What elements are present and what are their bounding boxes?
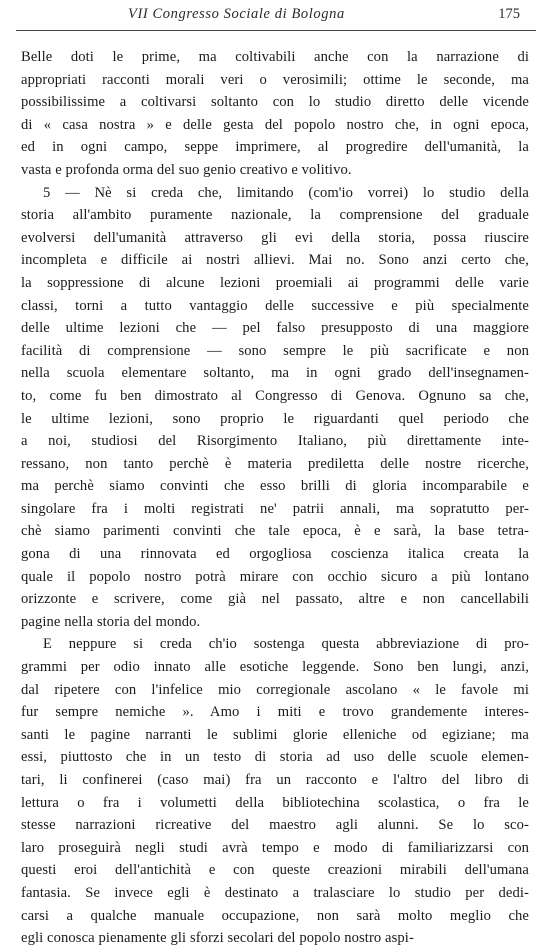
text-line: di « casa nostra » e delle gesta del popolo nostro che, in ogni epoca, — [21, 116, 529, 133]
text-line: stesse narrazioni ricreative del maestro agli alunni. Se lo sco- — [21, 817, 529, 834]
paragraph — [21, 46, 529, 182]
text-line: questi eroi dell'antichità e con queste creazioni mirabili dell'umana — [21, 862, 529, 879]
text-line: laro proseguirà negli studi avrà tempo e modo di familiarizzarsi con — [21, 839, 529, 856]
page-number: 175 — [498, 6, 520, 22]
text-line: incompleta e difficile ai nostri allievi. Mai no. Sono anzi certo che, — [21, 252, 529, 269]
text-line: lettura o fra i volumetti della bibliotechina scolastica, o fra le — [21, 794, 529, 811]
text-line: delle ultime lezioni che — pel falso presupposto di una maggiore — [21, 320, 529, 337]
text-line: vasta e profonda orma del suo genio creativo e volitivo. — [21, 161, 352, 178]
text-line: orizzonte e scrivere, come già nel passato, altre e non cancellabili — [21, 591, 529, 608]
text-line: appropriati racconti morali veri o verosimili; ottime le seconde, ma — [21, 71, 529, 88]
text-line: ma perchè siamo convinti che esso brilli di gloria incomparabile e — [21, 478, 529, 495]
paragraph — [21, 633, 529, 949]
text-line: facilità di comprensione — sono sempre le più sacrificate e non — [21, 342, 529, 359]
text-line: 5 — Nè si creda che, limitando (com'io vorrei) lo studio della — [43, 184, 529, 201]
text-line: essi, piuttosto che in un testo di storia ad uso delle scuole elemen- — [21, 749, 529, 766]
text-line: carsi a qualche manuale occupazione, non sarà molto meglio che — [21, 907, 529, 924]
text-line: la soppressione di alcune lezioni proemiali ai programmi delle varie — [21, 274, 529, 291]
text-line: le ultime lezioni, sono proprio le riguardanti quel periodo che — [21, 410, 529, 427]
text-line: fur sempre nemiche ». Amo i miti e trovo grandemente interes- — [21, 704, 529, 721]
text-line: a noi, studiosi del Risorgimento Italiano, più direttamente inte- — [21, 433, 529, 450]
text-line: grammi per odio innato alle esotiche leggende. Sono ben lungi, anzi, — [21, 659, 529, 676]
text-line: to, come fu ben dimostrato al Congresso di Genova. Ognuno sa che, — [21, 387, 529, 404]
text-line: Belle doti le prime, ma coltivabili anche con la narrazione di — [21, 49, 529, 65]
header-rule — [16, 30, 536, 31]
text-line: gona di una rinnovata ed orgogliosa coscienza italica creata la — [21, 546, 529, 563]
text-line: possibilissime a coltivarsi soltanto con lo studio diretto delle vicende — [21, 94, 529, 111]
text-line: evolversi dell'umanità attraverso gli evi della storia, possa riuscire — [21, 229, 529, 246]
text-line: nella scuola elementare soltanto, ma in ogni grado dell'insegnamen- — [21, 365, 529, 382]
text-line: chè siamo parimenti convinti che tale epoca, è e sarà, la base tetra- — [21, 523, 529, 540]
text-line: quale il popolo nostro potrà mirare con occhio sicuro a più lontano — [21, 568, 529, 585]
text-line: singolare fra i molti registrati ne' patrii annali, ma sopratutto per- — [21, 500, 529, 517]
running-title: VII Congresso Sociale di Bologna — [128, 6, 345, 22]
text-line: dal ripetere con l'infelice mio corregionale ascolano « le favole mi — [21, 681, 529, 698]
text-line: storia all'ambito puramente nazionale, la comprensione del graduale — [21, 207, 529, 224]
text-line: ressano, non tanto perchè è materia prediletta delle nostre ricerche, — [21, 455, 529, 472]
paragraph — [21, 182, 529, 634]
text-line: tari, li confinerei (caso mai) fra un racconto e l'altro del libro di — [21, 772, 529, 788]
text-line: ed in ogni campo, seppe imprimere, al progredire dell'umanità, la — [21, 139, 529, 156]
text-line: E neppure si creda ch'io sostenga questa abbreviazione di pro- — [43, 636, 529, 653]
body-text — [21, 46, 529, 950]
text-line: pagine nella storia del mondo. — [21, 613, 201, 630]
text-line: egli conosca pienamente gli sforzi secolari del popolo nostro aspi- — [21, 930, 414, 947]
text-line: classi, torni a tutto vantaggio delle successive e più specialmente — [21, 297, 529, 314]
text-line: fantasia. Se invece egli è destinato a tralasciare lo studio per dedi- — [21, 884, 529, 901]
text-line: santi le pagine narranti le sublimi glorie elleniche od egiziane; ma — [21, 726, 529, 743]
page-header — [0, 4, 550, 26]
